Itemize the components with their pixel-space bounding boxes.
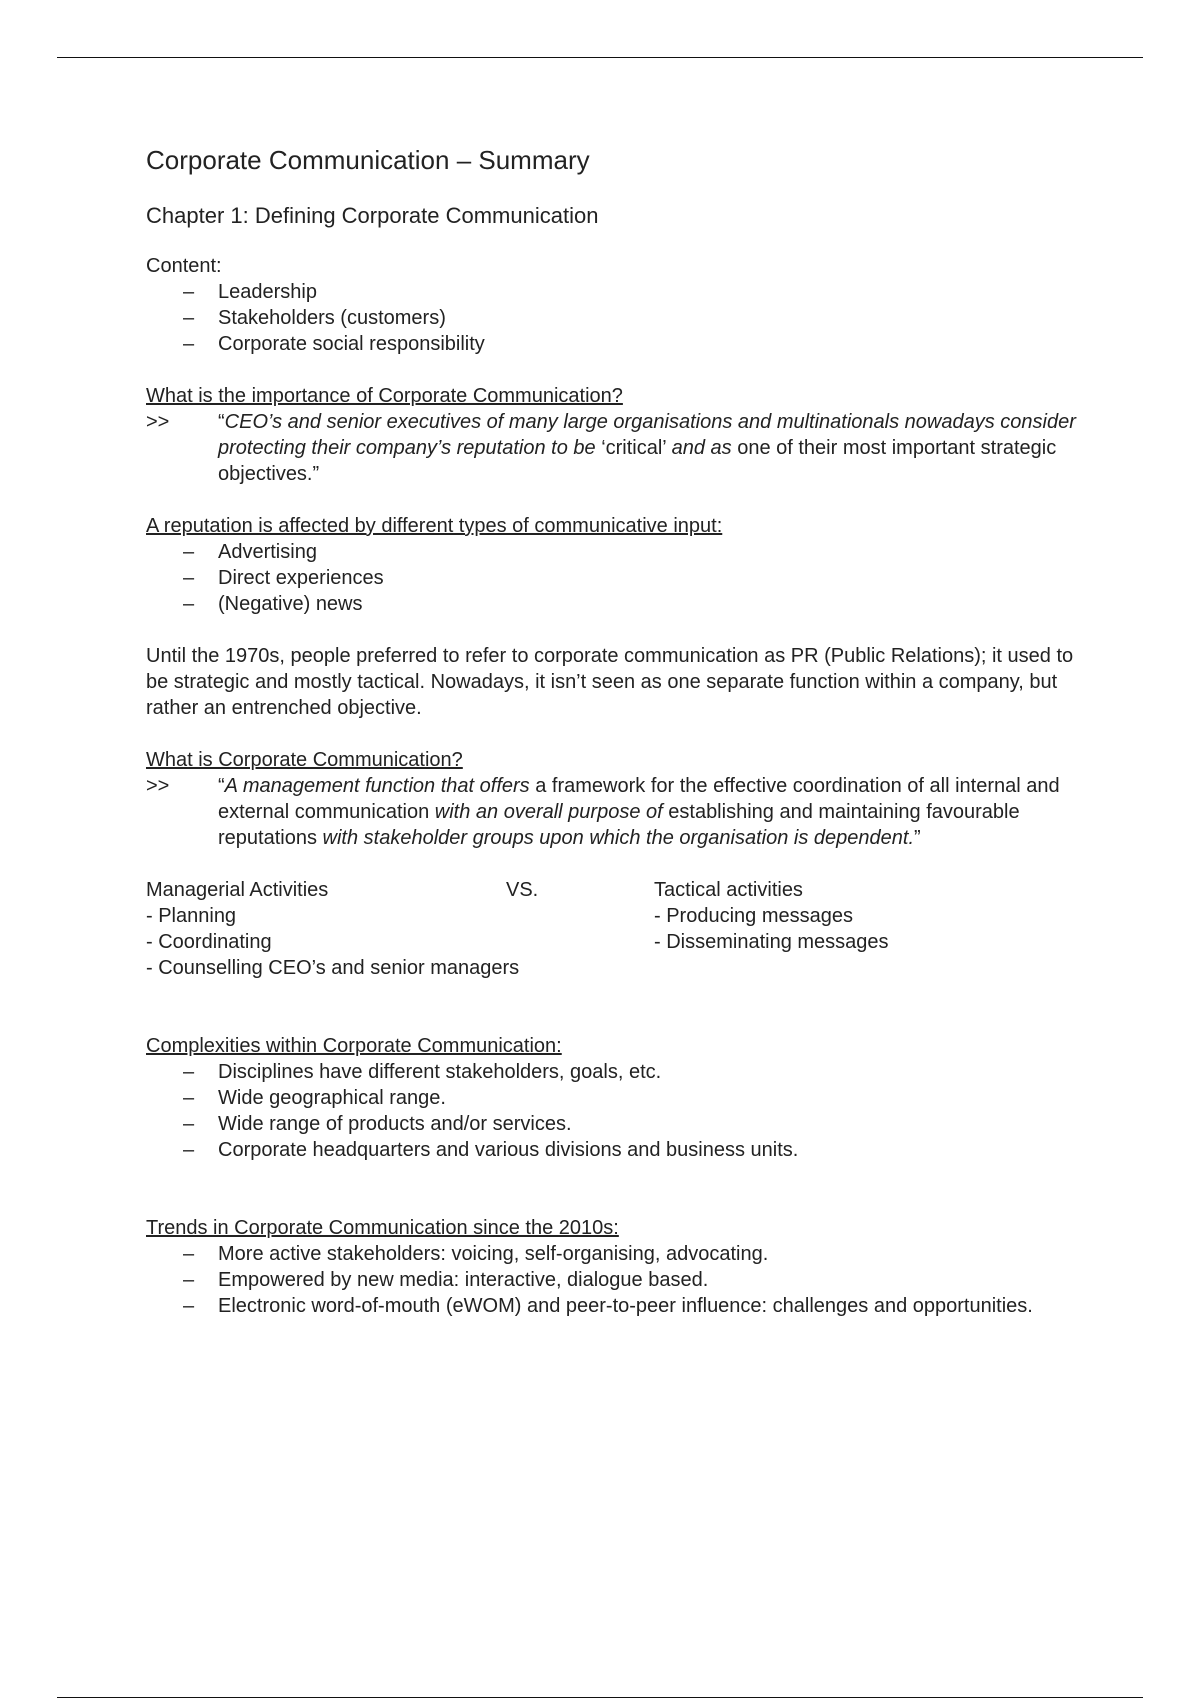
list-item: - Planning bbox=[146, 905, 237, 927]
dash-icon: – bbox=[183, 333, 195, 355]
definition-quote: >> “A management function that offers a framework for the effective coordination of all internal and external communication with an overall purpose of establishing and maintaining favourable reputations with stakeholder groups upon which the organisation is dependent.” bbox=[146, 775, 1060, 849]
dash-icon: – bbox=[183, 541, 195, 563]
list-item: – Electronic word-of-mouth (eWOM) and peer-to-peer influence: challenges and opportunities. bbox=[183, 1295, 1033, 1317]
dash-icon: – bbox=[183, 1243, 195, 1265]
dash-icon: – bbox=[183, 1139, 195, 1161]
list-item: - Counselling CEO’s and senior managers bbox=[146, 957, 520, 979]
reputation-list bbox=[146, 539, 1086, 617]
dash-icon: – bbox=[183, 281, 195, 303]
importance-quote: >> “CEO’s and senior executives of many large organisations and multinationals nowadays consider protecting their company’s reputation to be ‘critical’ and as one of their most important strategic objectives.” bbox=[146, 411, 1076, 485]
history-paragraph: Until the 1970s, people preferred to refer to corporate communication as PR (Public Relations); it used to be strategic and mostly tactical. Nowadays, it isn’t seen as one separate function within a company, but rather an entrenched objective. bbox=[146, 645, 1074, 719]
managerial-title: Managerial Activities bbox=[146, 879, 329, 901]
vs-label: VS. bbox=[506, 879, 539, 901]
quote-marker: >> bbox=[146, 775, 170, 797]
document-page bbox=[146, 143, 1086, 1319]
complexities-heading: Complexities within Corporate Communication: bbox=[146, 1035, 562, 1057]
list-item: – Leadership bbox=[183, 281, 317, 303]
tactical-title: Tactical activities bbox=[654, 879, 803, 901]
list-item: – Corporate social responsibility bbox=[183, 333, 485, 355]
managerial-column bbox=[146, 877, 520, 981]
reputation-heading: A reputation is affected by different types of communicative input: bbox=[146, 515, 723, 537]
list-item: - Producing messages bbox=[654, 905, 853, 927]
list-item: – Direct experiences bbox=[183, 567, 384, 589]
dash-icon: – bbox=[183, 1113, 195, 1135]
tactical-column bbox=[654, 877, 1086, 981]
dash-icon: – bbox=[183, 567, 195, 589]
chapter-title: Chapter 1: Defining Corporate Communication bbox=[146, 203, 599, 228]
importance-heading: What is the importance of Corporate Communication? bbox=[146, 385, 623, 407]
list-item: – Disciplines have different stakeholders, goals, etc. bbox=[183, 1061, 662, 1083]
trends-heading: Trends in Corporate Communication since the 2010s: bbox=[146, 1217, 619, 1239]
content-list bbox=[146, 279, 1086, 357]
header-rule bbox=[57, 57, 1143, 58]
dash-icon: – bbox=[183, 1061, 195, 1083]
list-item: – (Negative) news bbox=[183, 593, 363, 615]
list-item: – Empowered by new media: interactive, dialogue based. bbox=[183, 1269, 709, 1291]
list-item: – More active stakeholders: voicing, self-organising, advocating. bbox=[183, 1243, 769, 1265]
content-label: Content: bbox=[146, 255, 222, 277]
list-item: – Advertising bbox=[183, 541, 317, 563]
dash-icon: – bbox=[183, 593, 195, 615]
trends-list bbox=[146, 1241, 1086, 1319]
list-item: – Corporate headquarters and various divisions and business units. bbox=[183, 1139, 799, 1161]
document-title: Corporate Communication – Summary bbox=[146, 145, 590, 175]
list-item: – Wide geographical range. bbox=[183, 1087, 446, 1109]
list-item: - Coordinating bbox=[146, 931, 272, 953]
complexities-list bbox=[146, 1059, 1086, 1163]
dash-icon: – bbox=[183, 1295, 195, 1317]
activities-comparison bbox=[146, 877, 1086, 981]
dash-icon: – bbox=[183, 1269, 195, 1291]
footer-rule bbox=[57, 1697, 1143, 1698]
quote-marker: >> bbox=[146, 411, 170, 433]
list-item: – Wide range of products and/or services. bbox=[183, 1113, 572, 1135]
dash-icon: – bbox=[183, 1087, 195, 1109]
list-item: - Disseminating messages bbox=[654, 931, 889, 953]
dash-icon: – bbox=[183, 307, 195, 329]
list-item: – Stakeholders (customers) bbox=[183, 307, 446, 329]
definition-heading: What is Corporate Communication? bbox=[146, 749, 463, 771]
